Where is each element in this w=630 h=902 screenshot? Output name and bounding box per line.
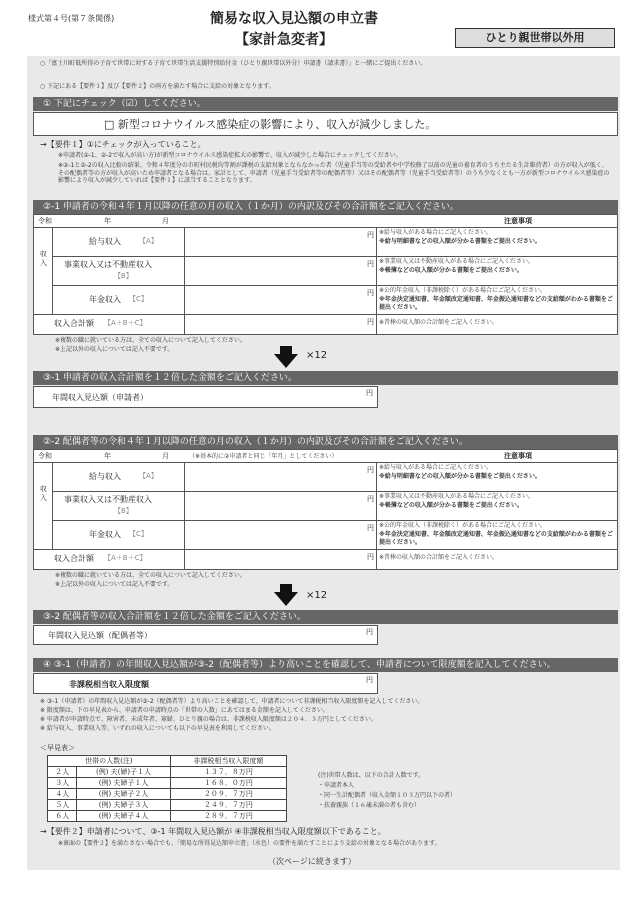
covid-checkbox[interactable]: □ 新型コロナウイルス感染症の影響により、収入が減少しました。 <box>104 118 437 131</box>
section-2-1-header: ②-1 申請者の令和４年１月以降の任意の月の収入（１か月）の内訳及びその合計額をご記入ください。 <box>33 200 618 214</box>
section-3-1-header: ③-1 申請者の収入合計額を１２倍した金額をご記入ください。 <box>33 371 618 385</box>
table-row: ２人 (例) 夫(婦)子１人 １３７．８万円 <box>48 767 287 778</box>
section-2-2-header: ②-2 配偶者等の令和４年１月以降の任意の月の収入（１か月）の内訳及びその合計額をご記入ください。 <box>33 435 618 449</box>
requirement-2: →【要件２】申請者について、③-1 年間収入見込額が ④非課税相当収入限度額以下であること。 <box>40 827 386 836</box>
form-number: 様式第４号(第７条関係) <box>28 14 115 23</box>
table-row: ６人 (例) 夫婦子４人 ２８９．７万円 <box>48 811 287 822</box>
down-arrow-icon <box>274 592 298 606</box>
down-arrow-icon <box>274 354 298 368</box>
page: 様式第４号(第７条関係) 簡易な収入見込額の申立書 【家計急変者】 ひとり親世帯以外用 ○「富士川町低所得の子育て世帯に対する子育て世帯生活支援特別給付金（ひとり親世帯以外分）申請書（請求書）」と一緒にご提出ください。 ○ 下記にある【要件１】及び【要件２】の両方を満たす場合に支給の対象となります。 ① 下記にチェック（☑）してください。 □ 新型コロナウイルス感染症の影響により、収入が減少しました。 →【要件１】①にチェックが入っていること。 ※申請者(②-1、②-2で収入が高い方)が新型コロナウイルス感染症拡大の影響で、収入が減少した場合にチェックしてください。 ※②-1と②-2の収入比較の結果、令和４年度分の市町村民税均等割が課税の支給対象とならなかった者（児童手当等の受給者や中学校修了以前の児童の養育者のうち主たる生計維持者）の方が収入が低く、その配偶者等の方が収入が高いため申請者となる場合は、家計として、申請者（児童手当受給者等の配偶者等）又はその配偶者等（児童手当受給者等）のうち少なくとも一方が新型コロナウイルス感染症の影響により収入が減少していれば【要件１】に該当することとなります。 ②-1 申請者の令和４年１月以降の任意の月の収入（１か月）の内訳及びその合計額をご記入ください。 令和 年 月 注意事項 収入 給与収入 【A】 事業収入又は不動産収入 【B】 年金収入 【C】 収入合計額 【A＋B＋C】 円 円 円 円 ※給与収入がある場合にご記入ください。 ※給与明細書などの収入額が分かる書類をご提出ください。 ※事業収入又は不動産収入がある場合にご記入ください。 ※帳簿などの収入額が分かる書類をご提出ください。 ※公的年金収入（非課税除く）がある場合にご記入ください。 ※年金決定通知書、年金額改定通知書、年金振込通知書などの支給額がわかる書類をご提出ください。 ※昔棒の収入額の合計額をご記入ください。 ※複数の職に就いている方は、全ての収入について記入してください。 ※上記以外の収入については記入不要です。 ×12 ③-1 申請者の収入合計額を１２倍した金額をご記入ください。 年間収入見込額（申請者） 円 ②-2 配偶者等の令和４年１月以降の任意の月の収入（１か月）の内訳及びその合計額をご記入ください。 令和 年 月 （※基本的に②申請者と同じ「年月」としてください） 注意事項 収入 給与収入 【A】 事業収入又は不動産収入 【B】 年金収入 【C】 収入合計額 【A＋B＋C】 円 円 円 円 ※給与収入がある場合にご記入ください。 ※給与明細書などの収入額が分かる書類をご提出ください。 ※事業収入又は不動産収入がある場合にご記入ください。 ※帳簿などの収入額が分かる書類をご提出ください。 ※公的年金収入（非課税除く）がある場合にご記入ください。 ※年金決定通知書、年金額改定通知書、年金振込通知書などの支給額がわかる書類をご提出ください。 ※昔棒の収入額の合計額をご記入ください。 ※複数の職に就いている方は、全ての収入について記入してください。 ※上記以外の収入については記入不要です。 ×12 ③-2 配偶者等の収入合計額を１２倍した金額をご記入ください。 年間収入見込額（配偶者等） 円 ④ ③-1（申請者）の年間収入見込額が③-2（配偶者等）より高いことを確認して、申請者について限度額を記入してください。 非課税相当収入限度額 円 ※ ③-1（申請者）の年間収入見込額が③-2（配偶者等）より高いことを確認して、申請者について非課税相当収入限度額を記入してください。 ※ 限度額は、下の早見表から、申請者の申請時点の「世帯の人数」にあてはまる金額を記入してください。 ※ 申請者が申請時点で、障害者、未成年者、寡婦、ひとり親の場合は、非課税収入限度額は２０４．３万円としてください。 ※ 給与収入、事業収入等、いずれの収入についても以下の早見表を利用してください。 ＜早見表＞ 世帯の人数(注) 非課税相当収入限度額 ２人 (例) 夫(婦)子１人 １３７．８万円 ３人 (例) 夫婦子１人 １６８．０万円 ４人 (例) 夫婦子２人 ２０９．７万円 ５人 (例) 夫婦子３人 ２４９．７万円 ６人 (例) 夫婦子４人 ２８９．７万円 (注)世帯人数は、以下の合計人数です。 ・申請者本人 ・同一生計配偶者（収入金額１０３万円以下の者） ・扶養親族（１６歳未満の者も含む） →【要件２】申請者について、③-1 年間収入見込額が ④非課税相当収入限度額以下であること。 ※裏面の【要件２】を満たさない場合でも、「簡易な所得見込額申立書」（水色）の要件を満たすことにより支給の対象となる場合があります。 （次ページに続きます） <box>0 0 630 902</box>
page-title: 簡易な収入見込額の申立書 <box>210 11 378 27</box>
income-table-applicant: 令和 年 月 注意事項 収入 給与収入 【A】 事業収入又は不動産収入 【B】 年金収入 【C】 収入合計額 【A＋B＋C】 円 円 円 円 ※給与収入がある場合にご記入ください。 ※給与明細書などの収入額が分かる書類をご提出ください。 ※事業収入又は不動産収入がある場合にご記入ください。 ※帳簿などの収入額が分かる書類をご提出ください。 ※公的年金収入（非課税除く）がある場合にご記入ください。 ※年金決定通知書、年金額改定通知書、年金振込通知書などの支給額がわかる書類をご提出ください。 ※昔棒の収入額の合計額をご記入ください。 <box>33 214 618 335</box>
table-row: ５人 (例) 夫婦子３人 ２４９．７万円 <box>48 800 287 811</box>
page-subtitle: 【家計急変者】 <box>235 32 333 48</box>
table-row: ３人 (例) 夫婦子１人 １６８．０万円 <box>48 778 287 789</box>
annual-income-spouse[interactable]: 年間収入見込額（配偶者等） 円 <box>33 625 378 645</box>
sec1-note-2: ※②-1と②-2の収入比較の結果、令和４年度分の市町村民税均等割が課税の支給対象とならなかった者（児童手当等の受給者や中学校修了以前の児童の養育者のうち主たる生計維持者）の方が収入が低く、その配偶者等の方が収入が高いため申請者となる場合は、家計として、申請者（児童手当受給者等の配偶者等）又はその配偶者等（児童手当受給者等）のうち少なくとも一方が新型コロナウイルス感染症の影響により収入が減少していれば【要件１】に該当することとなります。 <box>58 162 610 184</box>
continued-note: （次ページに続きます） <box>268 857 356 866</box>
annual-income-applicant[interactable]: 年間収入見込額（申請者） 円 <box>33 386 378 408</box>
tax-exempt-limit[interactable]: 非課税相当収入限度額 円 <box>33 673 378 694</box>
intro-line-2: ○ 下記にある【要件１】及び【要件２】の両方を満たす場合に支給の対象となります。 <box>40 83 275 90</box>
checkbox-box[interactable] <box>33 112 618 136</box>
table-row: ４人 (例) 夫婦子２人 ２０９．７万円 <box>48 789 287 800</box>
section-1-header: ① 下記にチェック（☑）してください。 <box>33 97 618 111</box>
audience-badge: ひとり親世帯以外用 <box>455 28 615 48</box>
section-4-header: ④ ③-1（申請者）の年間収入見込額が③-2（配偶者等）より高いことを確認して、申請者について限度額を記入してください。 <box>33 658 618 672</box>
requirement-1: →【要件１】①にチェックが入っていること。 <box>40 140 206 149</box>
down-arrow-icon <box>280 346 292 354</box>
section-3-2-header: ③-2 配偶者等の収入合計額を１２倍した金額をご記入ください。 <box>33 610 618 624</box>
intro-line-1: ○「富士川町低所得の子育て世帯に対する子育て世帯生活支援特別給付金（ひとり親世帯以外分）申請書（請求書）」と一緒にご提出ください。 <box>40 60 427 67</box>
income-table-spouse: 令和 年 月 （※基本的に②申請者と同じ「年月」としてください） 注意事項 収入 給与収入 【A】 事業収入又は不動産収入 【B】 年金収入 【C】 収入合計額 【A＋B＋C】 円 円 円 円 ※給与収入がある場合にご記入ください。 ※給与明細書などの収入額が分かる書類をご提出ください。 ※事業収入又は不動産収入がある場合にご記入ください。 ※帳簿などの収入額が分かる書類をご提出ください。 ※公的年金収入（非課税除く）がある場合にご記入ください。 ※年金決定通知書、年金額改定通知書、年金振込通知書などの支給額がわかる書類をご提出ください。 ※昔棒の収入額の合計額をご記入ください。 <box>33 449 618 570</box>
sec1-note-1: ※申請者(②-1、②-2で収入が高い方)が新型コロナウイルス感染症拡大の影響で、収入が減少した場合にチェックしてください。 <box>58 152 402 159</box>
quick-reference-table: 世帯の人数(注) 非課税相当収入限度額 ２人 (例) 夫(婦)子１人 １３７．８万円 ３人 (例) 夫婦子１人 １６８．０万円 ４人 (例) 夫婦子２人 ２０９．７万円 ５人 (例) 夫婦子３人 ２４９．７万円 ６人 (例) 夫婦子４人 ２８９．７万円 <box>47 755 287 822</box>
down-arrow-icon <box>280 584 292 592</box>
